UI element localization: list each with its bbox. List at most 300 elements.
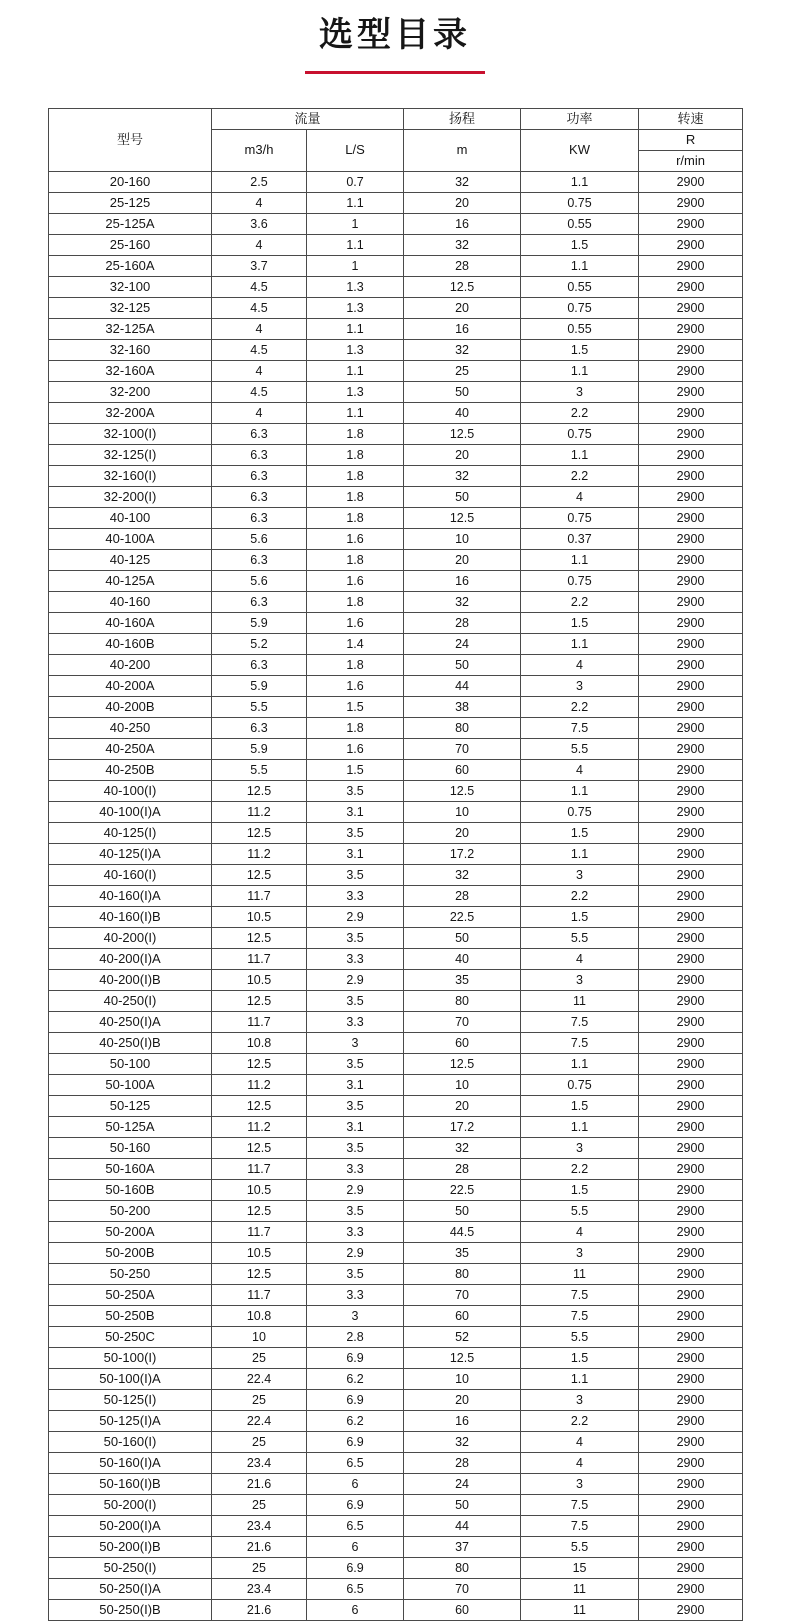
cell-flow-m3h: 6.3 [212,465,307,486]
cell-model: 50-250(I)A [49,1578,212,1599]
cell-flow-m3h: 5.2 [212,633,307,654]
cell-flow-m3h: 3.6 [212,213,307,234]
cell-flow-m3h: 4 [212,192,307,213]
cell-speed-rmin: 2900 [639,738,743,759]
cell-flow-m3h: 2.5 [212,171,307,192]
table-row [49,1242,743,1263]
cell-speed-rmin: 2900 [639,780,743,801]
cell-head-m: 20 [404,1389,521,1410]
cell-model: 32-160A [49,360,212,381]
cell-flow-ls: 6.9 [307,1557,404,1578]
cell-flow-m3h: 3.7 [212,255,307,276]
cell-power-kw: 1.5 [521,612,639,633]
cell-flow-m3h: 6.3 [212,486,307,507]
cell-flow-ls: 2.8 [307,1326,404,1347]
cell-model: 50-160(I) [49,1431,212,1452]
title-underline [305,71,485,74]
cell-flow-m3h: 6.3 [212,717,307,738]
cell-flow-m3h: 12.5 [212,927,307,948]
table-row [49,1095,743,1116]
cell-model: 40-200A [49,675,212,696]
table-row [49,1158,743,1179]
cell-model: 50-100 [49,1053,212,1074]
table-row [49,192,743,213]
cell-flow-m3h: 12.5 [212,990,307,1011]
cell-head-m: 28 [404,612,521,633]
cell-speed-rmin: 2900 [639,1284,743,1305]
cell-speed-rmin: 2900 [639,1536,743,1557]
cell-flow-m3h: 11.2 [212,1074,307,1095]
cell-flow-m3h: 5.9 [212,675,307,696]
cell-speed-rmin: 2900 [639,1179,743,1200]
cell-head-m: 32 [404,591,521,612]
cell-power-kw: 0.75 [521,570,639,591]
cell-head-m: 20 [404,822,521,843]
table-row [49,1305,743,1326]
cell-power-kw: 1.1 [521,255,639,276]
cell-model: 50-160A [49,1158,212,1179]
cell-head-m: 32 [404,864,521,885]
table-row [49,801,743,822]
cell-flow-ls: 3.5 [307,1137,404,1158]
cell-model: 50-250(I) [49,1557,212,1578]
cell-power-kw: 4 [521,654,639,675]
cell-model: 40-125(I)A [49,843,212,864]
cell-model: 50-125(I)A [49,1410,212,1431]
cell-power-kw: 5.5 [521,1326,639,1347]
cell-flow-ls: 1.1 [307,234,404,255]
cell-speed-rmin: 2900 [639,1137,743,1158]
cell-flow-ls: 3.5 [307,822,404,843]
header-model: 型号 [49,108,212,171]
cell-power-kw: 7.5 [521,1011,639,1032]
table-row [49,1074,743,1095]
cell-model: 32-160 [49,339,212,360]
cell-flow-m3h: 10.5 [212,906,307,927]
cell-model: 32-125 [49,297,212,318]
cell-speed-rmin: 2900 [639,1263,743,1284]
cell-head-m: 32 [404,234,521,255]
cell-model: 25-125 [49,192,212,213]
cell-flow-ls: 3.1 [307,843,404,864]
cell-speed-rmin: 2900 [639,1578,743,1599]
cell-head-m: 70 [404,738,521,759]
cell-model: 50-100(I)A [49,1368,212,1389]
cell-head-m: 12.5 [404,780,521,801]
cell-flow-ls: 3.3 [307,1011,404,1032]
cell-power-kw: 7.5 [521,1284,639,1305]
cell-flow-m3h: 6.3 [212,591,307,612]
cell-model: 50-160(I)A [49,1452,212,1473]
cell-speed-rmin: 2900 [639,822,743,843]
cell-flow-ls: 2.9 [307,969,404,990]
specification-table [48,108,743,1621]
cell-flow-ls: 6.2 [307,1410,404,1431]
table-row [49,927,743,948]
table-row [49,780,743,801]
cell-head-m: 16 [404,1410,521,1431]
table-row [49,591,743,612]
table-row [49,990,743,1011]
cell-speed-rmin: 2900 [639,192,743,213]
table-row [49,1410,743,1431]
cell-power-kw: 7.5 [521,717,639,738]
cell-power-kw: 2.2 [521,465,639,486]
table-row [49,528,743,549]
cell-model: 50-200(I) [49,1494,212,1515]
cell-speed-rmin: 2900 [639,591,743,612]
cell-model: 40-160(I)A [49,885,212,906]
cell-power-kw: 11 [521,1578,639,1599]
cell-flow-m3h: 5.9 [212,738,307,759]
cell-model: 40-100(I) [49,780,212,801]
cell-flow-ls: 1 [307,255,404,276]
cell-flow-m3h: 5.5 [212,696,307,717]
cell-speed-rmin: 2900 [639,507,743,528]
cell-flow-ls: 1.5 [307,759,404,780]
cell-head-m: 12.5 [404,1347,521,1368]
cell-head-m: 50 [404,1200,521,1221]
cell-power-kw: 2.2 [521,591,639,612]
cell-speed-rmin: 2900 [639,1599,743,1620]
cell-flow-ls: 3.3 [307,885,404,906]
table-row [49,822,743,843]
cell-model: 32-100(I) [49,423,212,444]
cell-flow-ls: 3.5 [307,1053,404,1074]
cell-speed-rmin: 2900 [639,1032,743,1053]
cell-speed-rmin: 2900 [639,423,743,444]
cell-speed-rmin: 2900 [639,1326,743,1347]
cell-flow-ls: 1.8 [307,486,404,507]
cell-head-m: 60 [404,759,521,780]
cell-flow-ls: 6 [307,1599,404,1620]
cell-speed-rmin: 2900 [639,486,743,507]
cell-power-kw: 1.1 [521,1116,639,1137]
cell-flow-m3h: 21.6 [212,1536,307,1557]
cell-power-kw: 3 [521,1242,639,1263]
cell-flow-ls: 1.3 [307,381,404,402]
cell-head-m: 16 [404,213,521,234]
cell-flow-ls: 6.5 [307,1578,404,1599]
cell-head-m: 10 [404,1368,521,1389]
cell-flow-m3h: 11.7 [212,1221,307,1242]
cell-speed-rmin: 2900 [639,255,743,276]
cell-model: 50-100A [49,1074,212,1095]
cell-flow-ls: 3.5 [307,1095,404,1116]
cell-power-kw: 1.1 [521,549,639,570]
cell-model: 40-250(I) [49,990,212,1011]
cell-model: 40-100A [49,528,212,549]
cell-head-m: 50 [404,486,521,507]
cell-flow-ls: 3.3 [307,1284,404,1305]
cell-speed-rmin: 2900 [639,717,743,738]
cell-flow-m3h: 11.7 [212,1158,307,1179]
cell-speed-rmin: 2900 [639,171,743,192]
cell-flow-m3h: 5.6 [212,570,307,591]
table-row [49,360,743,381]
cell-flow-ls: 1.8 [307,507,404,528]
cell-flow-m3h: 12.5 [212,1053,307,1074]
cell-flow-ls: 1.1 [307,318,404,339]
table-row [49,1536,743,1557]
table-row [49,1221,743,1242]
cell-speed-rmin: 2900 [639,906,743,927]
cell-speed-rmin: 2900 [639,318,743,339]
cell-speed-rmin: 2900 [639,1053,743,1074]
cell-flow-ls: 6 [307,1473,404,1494]
table-body [49,171,743,1620]
cell-flow-ls: 1.6 [307,528,404,549]
cell-speed-rmin: 2900 [639,276,743,297]
cell-head-m: 25 [404,360,521,381]
cell-power-kw: 2.2 [521,696,639,717]
cell-flow-ls: 3.5 [307,1263,404,1284]
cell-speed-rmin: 2900 [639,612,743,633]
table-row [49,255,743,276]
cell-flow-ls: 1.1 [307,402,404,423]
header-power-unit: KW [521,129,639,171]
cell-power-kw: 0.75 [521,801,639,822]
cell-flow-ls: 1.6 [307,675,404,696]
cell-speed-rmin: 2900 [639,1410,743,1431]
cell-head-m: 10 [404,528,521,549]
cell-flow-ls: 1 [307,213,404,234]
cell-flow-m3h: 11.7 [212,885,307,906]
table-row [49,486,743,507]
cell-power-kw: 15 [521,1557,639,1578]
table-row [49,675,743,696]
cell-model: 40-125(I) [49,822,212,843]
cell-head-m: 40 [404,402,521,423]
table-row [49,507,743,528]
cell-power-kw: 1.1 [521,1053,639,1074]
cell-speed-rmin: 2900 [639,843,743,864]
cell-model: 40-160 [49,591,212,612]
cell-flow-m3h: 6.3 [212,423,307,444]
cell-head-m: 60 [404,1599,521,1620]
cell-flow-ls: 6.9 [307,1431,404,1452]
cell-flow-ls: 1.6 [307,738,404,759]
table-row [49,381,743,402]
cell-speed-rmin: 2900 [639,990,743,1011]
cell-speed-rmin: 2900 [639,381,743,402]
cell-model: 50-250A [49,1284,212,1305]
table-row [49,1284,743,1305]
cell-power-kw: 1.5 [521,1179,639,1200]
cell-power-kw: 1.1 [521,843,639,864]
cell-head-m: 44 [404,1515,521,1536]
cell-flow-m3h: 11.7 [212,1011,307,1032]
cell-head-m: 70 [404,1011,521,1032]
cell-flow-m3h: 11.7 [212,1284,307,1305]
cell-flow-m3h: 11.7 [212,948,307,969]
cell-power-kw: 0.75 [521,1074,639,1095]
cell-power-kw: 4 [521,1452,639,1473]
cell-power-kw: 0.55 [521,276,639,297]
cell-power-kw: 4 [521,759,639,780]
cell-head-m: 44.5 [404,1221,521,1242]
cell-speed-rmin: 2900 [639,213,743,234]
header-row-1 [49,108,743,129]
cell-head-m: 50 [404,1494,521,1515]
cell-speed-rmin: 2900 [639,528,743,549]
cell-speed-rmin: 2900 [639,549,743,570]
cell-flow-ls: 1.8 [307,444,404,465]
cell-flow-m3h: 4 [212,402,307,423]
cell-head-m: 28 [404,1452,521,1473]
cell-power-kw: 3 [521,381,639,402]
cell-model: 40-200(I)A [49,948,212,969]
cell-flow-m3h: 6.3 [212,549,307,570]
cell-power-kw: 1.1 [521,171,639,192]
cell-flow-m3h: 25 [212,1389,307,1410]
cell-head-m: 24 [404,633,521,654]
cell-head-m: 32 [404,171,521,192]
cell-head-m: 28 [404,1158,521,1179]
cell-flow-m3h: 10.5 [212,1242,307,1263]
cell-flow-ls: 1.8 [307,423,404,444]
table-row [49,213,743,234]
cell-flow-ls: 1.8 [307,654,404,675]
cell-flow-ls: 3.3 [307,1221,404,1242]
cell-flow-ls: 3.5 [307,780,404,801]
cell-speed-rmin: 2900 [639,1200,743,1221]
cell-speed-rmin: 2900 [639,927,743,948]
cell-flow-m3h: 23.4 [212,1515,307,1536]
cell-model: 50-160(I)B [49,1473,212,1494]
cell-power-kw: 7.5 [521,1494,639,1515]
table-row [49,759,743,780]
cell-flow-m3h: 6.3 [212,444,307,465]
cell-model: 40-160A [49,612,212,633]
cell-power-kw: 4 [521,1221,639,1242]
cell-head-m: 35 [404,1242,521,1263]
cell-power-kw: 7.5 [521,1305,639,1326]
cell-flow-ls: 2.9 [307,1179,404,1200]
cell-model: 40-250(I)A [49,1011,212,1032]
cell-head-m: 12.5 [404,1053,521,1074]
table-row [49,738,743,759]
cell-power-kw: 11 [521,1599,639,1620]
cell-flow-m3h: 11.2 [212,843,307,864]
table-row [49,1368,743,1389]
table-row [49,444,743,465]
cell-speed-rmin: 2900 [639,633,743,654]
cell-flow-ls: 3 [307,1305,404,1326]
cell-model: 50-250 [49,1263,212,1284]
header-speed: 转速 [639,108,743,129]
cell-speed-rmin: 2900 [639,297,743,318]
cell-head-m: 80 [404,1557,521,1578]
cell-model: 40-250B [49,759,212,780]
cell-power-kw: 3 [521,969,639,990]
cell-model: 40-160(I) [49,864,212,885]
header-head: 扬程 [404,108,521,129]
cell-speed-rmin: 2900 [639,759,743,780]
cell-power-kw: 3 [521,1389,639,1410]
cell-head-m: 32 [404,339,521,360]
cell-head-m: 32 [404,1137,521,1158]
cell-flow-m3h: 22.4 [212,1368,307,1389]
cell-model: 40-125A [49,570,212,591]
cell-flow-m3h: 6.3 [212,507,307,528]
cell-model: 50-250C [49,1326,212,1347]
cell-flow-m3h: 4.5 [212,276,307,297]
cell-power-kw: 11 [521,1263,639,1284]
cell-head-m: 20 [404,192,521,213]
cell-model: 40-100 [49,507,212,528]
cell-flow-m3h: 25 [212,1347,307,1368]
table-row [49,969,743,990]
header-flow-unit-m3h: m3/h [212,129,307,171]
cell-power-kw: 1.5 [521,906,639,927]
cell-speed-rmin: 2900 [639,1473,743,1494]
cell-power-kw: 5.5 [521,1536,639,1557]
cell-speed-rmin: 2900 [639,654,743,675]
cell-flow-m3h: 25 [212,1557,307,1578]
cell-power-kw: 2.2 [521,1158,639,1179]
table-row [49,423,743,444]
cell-model: 50-200(I)B [49,1536,212,1557]
cell-flow-m3h: 5.9 [212,612,307,633]
cell-power-kw: 0.55 [521,318,639,339]
cell-model: 50-160 [49,1137,212,1158]
cell-model: 50-200A [49,1221,212,1242]
spec-table-container [0,108,790,1621]
cell-flow-ls: 2.9 [307,906,404,927]
cell-speed-rmin: 2900 [639,465,743,486]
cell-flow-ls: 3.1 [307,801,404,822]
title-block [0,0,790,74]
cell-head-m: 80 [404,717,521,738]
cell-flow-ls: 3.3 [307,948,404,969]
cell-model: 40-200B [49,696,212,717]
cell-head-m: 40 [404,948,521,969]
cell-model: 40-250A [49,738,212,759]
cell-flow-ls: 1.3 [307,339,404,360]
table-row [49,1389,743,1410]
cell-head-m: 50 [404,927,521,948]
cell-model: 25-160A [49,255,212,276]
table-row [49,864,743,885]
cell-power-kw: 2.2 [521,1410,639,1431]
cell-flow-ls: 6.9 [307,1494,404,1515]
cell-speed-rmin: 2900 [639,864,743,885]
cell-flow-m3h: 12.5 [212,864,307,885]
cell-flow-ls: 3 [307,1032,404,1053]
cell-head-m: 50 [404,654,521,675]
cell-power-kw: 1.5 [521,234,639,255]
cell-flow-ls: 1.3 [307,297,404,318]
cell-flow-m3h: 22.4 [212,1410,307,1431]
cell-speed-rmin: 2900 [639,1515,743,1536]
cell-model: 50-200 [49,1200,212,1221]
header-power: 功率 [521,108,639,129]
table-row [49,318,743,339]
cell-flow-ls: 6.9 [307,1389,404,1410]
cell-speed-rmin: 2900 [639,1011,743,1032]
cell-head-m: 12.5 [404,423,521,444]
cell-speed-rmin: 2900 [639,234,743,255]
cell-model: 32-200A [49,402,212,423]
cell-flow-ls: 1.5 [307,696,404,717]
cell-flow-m3h: 4 [212,234,307,255]
cell-power-kw: 3 [521,675,639,696]
cell-flow-m3h: 5.6 [212,528,307,549]
table-row [49,1431,743,1452]
cell-flow-m3h: 6.3 [212,654,307,675]
table-row [49,906,743,927]
